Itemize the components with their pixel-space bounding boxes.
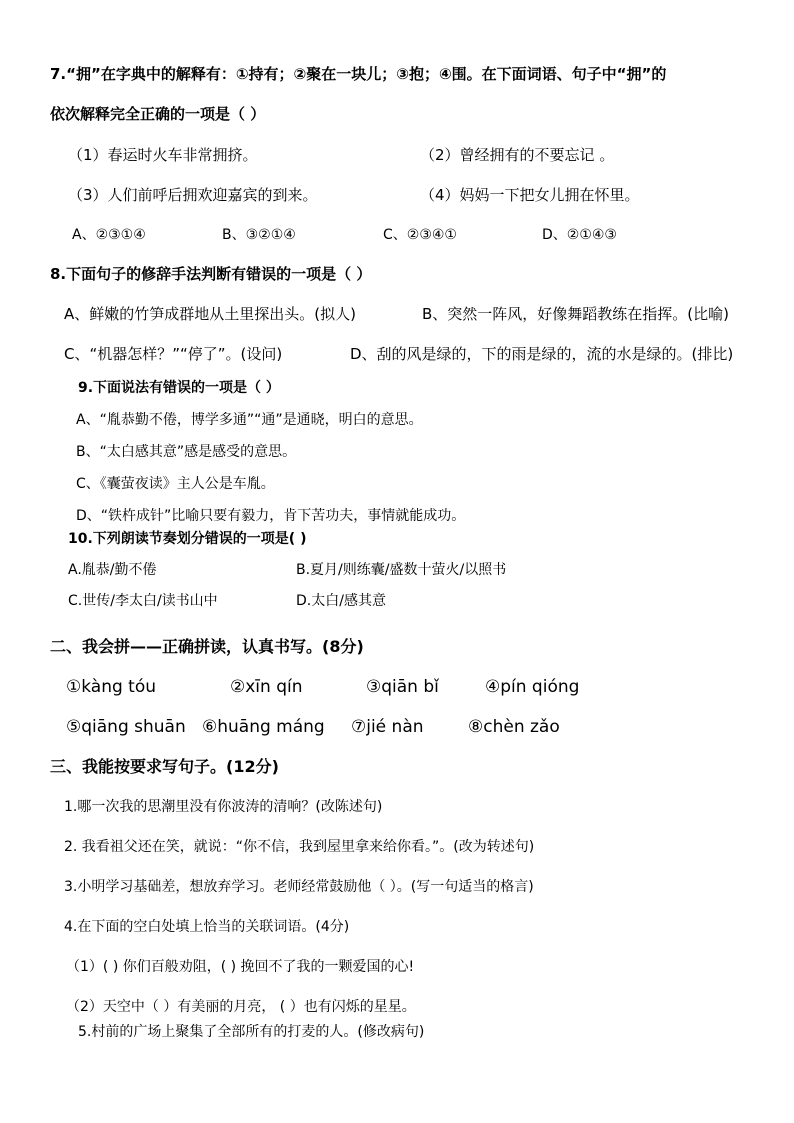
q8-option-d: D、刮的风是绿的，下的雨是绿的，流的水是绿的。(排比)	[350, 345, 734, 363]
section3-title: 三、我能按要求写句子。(12分)	[50, 757, 279, 776]
pinyin-item-8: ⑧chèn zǎo	[468, 717, 560, 737]
q10-stem: 10.下列朗读节奏划分错误的一项是( )	[68, 531, 307, 547]
pinyin-item-1: ①kàng tóu	[66, 677, 157, 697]
q10-option-c: C.世传/李太白/读书山中	[68, 593, 218, 609]
q9-stem: 9.下面说法有错误的一项是（ ）	[78, 380, 280, 396]
section3-q3: 3.小明学习基础差，想放弃学习。老师经常鼓励他（ ）。(写一句适当的格言)	[64, 879, 534, 895]
q7-sentence-3: （3）人们前呼后拥欢迎嘉宾的到来。	[68, 186, 318, 204]
q10-option-d: D.太白/感其意	[296, 593, 386, 609]
section3-q4-sub2: （2）天空中（ ）有美丽的月亮， ( ）也有闪烁的星星。	[66, 999, 416, 1015]
q9-option-c: C、《囊萤夜读》主人公是车胤。	[76, 476, 275, 492]
pinyin-item-7: ⑦jié nàn	[351, 717, 424, 737]
q7-sentence-1: （1）春运时火车非常拥挤。	[68, 146, 258, 164]
pinyin-item-2: ②xīn qín	[230, 677, 303, 697]
pinyin-item-3: ③qiān bǐ	[366, 677, 439, 697]
pinyin-item-5: ⑤qiāng shuān	[66, 717, 186, 737]
section3-q1: 1.哪一次我的思潮里没有你波涛的清响？(改陈述句)	[64, 799, 383, 815]
section3-q2: 2. 我看祖父还在笑，就说：“你不信，我到屋里拿来给你看。”。(改为转述句)	[64, 839, 535, 855]
q7-sentence-4: （4）妈妈一下把女儿拥在怀里。	[420, 186, 640, 204]
section3-q4: 4.在下面的空白处填上恰当的关联词语。(4分)	[64, 919, 350, 935]
q7-option-a: A、②③①④	[72, 227, 146, 243]
section2-title: 二、我会拼——正确拼读，认真书写。(8分)	[50, 637, 364, 656]
q8-option-a: A、鲜嫩的竹笋成群地从土里探出头。(拟人)	[64, 305, 356, 323]
q8-stem: 8.下面句子的修辞手法判断有错误的一项是（ ）	[50, 265, 372, 283]
q10-option-b: B.夏月/则练囊/盛数十萤火/以照书	[296, 562, 507, 578]
q8-option-b: B、突然一阵风，好像舞蹈教练在指挥。(比喻)	[422, 305, 729, 323]
q7-option-b: B、③②①④	[222, 227, 296, 243]
pinyin-item-6: ⑥huāng máng	[202, 717, 325, 737]
q8-option-c: C、“机器怎样？”“停了”。(设问)	[64, 345, 283, 363]
q9-option-b: B、“太白感其意”感是感受的意思。	[76, 444, 297, 460]
q9-option-d: D、“铁杵成针”比喻只要有毅力，肯下苦功夫，事情就能成功。	[76, 508, 466, 524]
section3-q5: 5.村前的广场上聚集了全部所有的打麦的人。(修改病句)	[78, 1024, 425, 1040]
q7-stem-line2: 依次解释完全正确的一项是（ ）	[50, 105, 266, 123]
q7-sentence-2: （2）曾经拥有的不要忘记 。	[420, 146, 615, 164]
pinyin-item-4: ④pín qióng	[485, 677, 580, 697]
q10-option-a: A.胤恭/勤不倦	[68, 562, 157, 578]
q7-stem-line1: 7.“拥”在字典中的解释有：①持有；②聚在一块儿；③抱；④围。在下面词语、句子中“拥”的	[50, 65, 667, 83]
q7-option-c: C、②③④①	[383, 227, 457, 243]
q9-option-a: A、“胤恭勤不倦，博学多通”“通”是通晓，明白的意思。	[76, 412, 423, 428]
q7-option-d: D、②①④③	[542, 227, 617, 243]
section3-q4-sub1: （1）( ) 你们百般劝阻，( ) 挽回不了我的一颗爱国的心!	[66, 959, 415, 975]
